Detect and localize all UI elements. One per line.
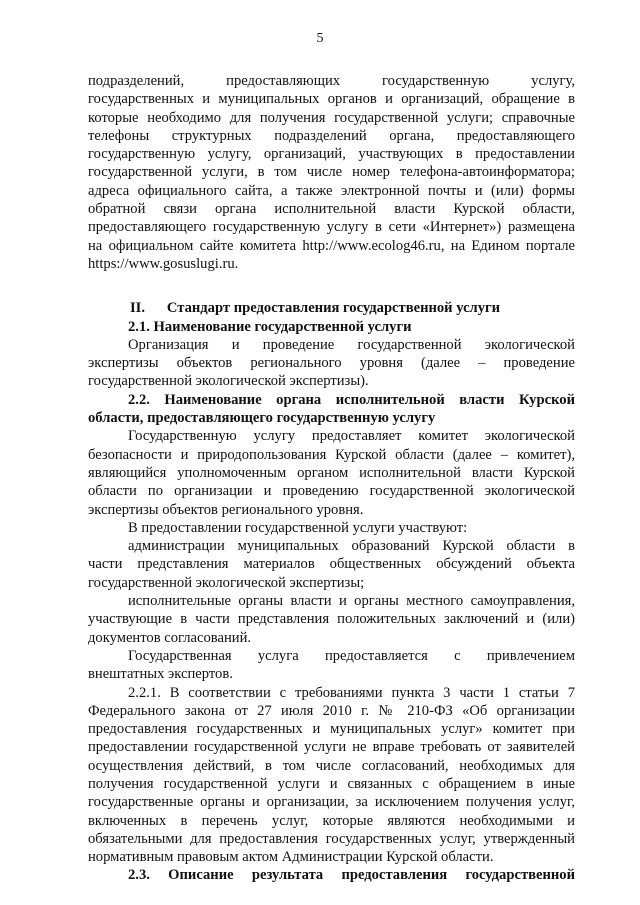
text-line: государственной экологической экспертизы). xyxy=(88,373,369,390)
subsection-heading-2-1: 2.1. Наименование государственной услуги xyxy=(128,318,412,335)
text-line: документов согласований. xyxy=(88,629,252,646)
text-line: предоставления государственных и муниципальных услуг» комитет при xyxy=(88,721,575,738)
text-line: Государственную услугу предоставляет комитет экологической xyxy=(128,428,575,445)
text-line: на официальном сайте комитета http://www.ecolog46.ru, на Едином портале xyxy=(88,237,575,254)
paragraph-2-2-b: В предоставлении государственной услуги участвуют: xyxy=(128,519,468,536)
text-line: государственную услугу, организаций, участвующих в предоставлении xyxy=(88,146,575,163)
text-line: области по организации и проведению государственной экологической xyxy=(88,483,575,500)
paragraph-2-2-a xyxy=(88,427,575,518)
heading-line: области, предоставляющего государственную услугу xyxy=(88,410,436,427)
heading-line: 2.2. Наименование органа исполнительной власти Курской xyxy=(128,391,575,408)
paragraph-2-2-d xyxy=(88,592,575,647)
paragraph-2-2-c xyxy=(88,537,575,592)
paragraph-2-2-1 xyxy=(88,684,575,867)
subsection-heading-2-3: 2.3. Описание результата предоставления государственной xyxy=(128,867,575,884)
text-line: включенных в перечень услуг, которые являются необходимыми и xyxy=(88,812,575,829)
text-line: администрации муниципальных образований Курской области в xyxy=(128,538,575,555)
text-line: адреса официального сайта, а также электронной почты и (или) формы xyxy=(88,182,575,199)
text-line: которые необходимо для получения государственной услуги; справочные xyxy=(88,109,575,126)
text-line: экспертизы объектов регионального уровня. xyxy=(88,501,364,518)
text-line: осуществления действий, в том числе согласований, необходимых для xyxy=(88,757,575,774)
text-line: обратной связи органа исполнительной власти Курской области, xyxy=(88,201,575,218)
text-line: государственных и муниципальных органов и организаций, обращение в xyxy=(88,91,575,108)
page-body xyxy=(88,72,575,885)
text-line: государственной услуги, в том числе номер телефона-автоинформатора; xyxy=(88,164,575,181)
text-line: предоставлении государственной услуги не вправе требовать от заявителей xyxy=(88,739,575,756)
text-line: являющийся уполномоченным органом исполнительной власти Курской xyxy=(88,464,575,481)
text-line: безопасности и природопользования Курской области (далее – комитет), xyxy=(88,446,575,463)
paragraph-2-2-e xyxy=(88,647,575,684)
text-line: исполнительные органы власти и органы местного самоуправления, xyxy=(128,593,575,610)
section-heading: II. Стандарт предоставления государственной услуги xyxy=(130,300,501,317)
text-line: Организация и проведение государственной экологической xyxy=(128,336,575,353)
text-line: https://www.gosuslugi.ru. xyxy=(88,255,239,272)
text-line: экспертизы объектов регионального уровня (далее – проведение xyxy=(88,355,575,372)
text-line: получения государственной услуги и связанных с обращением в иные xyxy=(88,775,575,792)
text-line: подразделений, предоставляющих государственную услугу, xyxy=(88,73,575,89)
text-line: части представления материалов общественных обсуждений объекта xyxy=(88,556,575,573)
text-line: 2.2.1. В соответствии с требованиями пункта 3 части 1 статьи 7 xyxy=(128,684,575,701)
text-line: участвующие в части представления положительных заключений и (или) xyxy=(88,611,575,628)
subsection-heading-2-2 xyxy=(88,391,575,428)
text-line: обязательными для предоставления государственных услуг, утвержденный xyxy=(88,830,575,847)
paragraph-2-1 xyxy=(88,336,575,391)
text-line: государственные органы и организации, за исключением получения услуг, xyxy=(88,794,575,811)
text-line: нормативным правовым актом Администрации Курской области. xyxy=(88,849,494,866)
text-line: государственной экологической экспертизы; xyxy=(88,574,365,591)
intro-paragraph xyxy=(88,72,575,273)
text-line: телефоны структурных подразделений органа, предоставляющего xyxy=(88,127,575,144)
text-line: предоставляющего государственную услугу в сети «Интернет») размещена xyxy=(88,219,575,236)
page-number: 5 xyxy=(316,31,324,46)
text-line: внештатных экспертов. xyxy=(88,666,233,683)
text-line: Государственная услуга предоставляется с привлечением xyxy=(128,647,575,664)
text-line: Федерального закона от 27 июля 2010 г. № 210-ФЗ «Об организации xyxy=(88,702,575,719)
